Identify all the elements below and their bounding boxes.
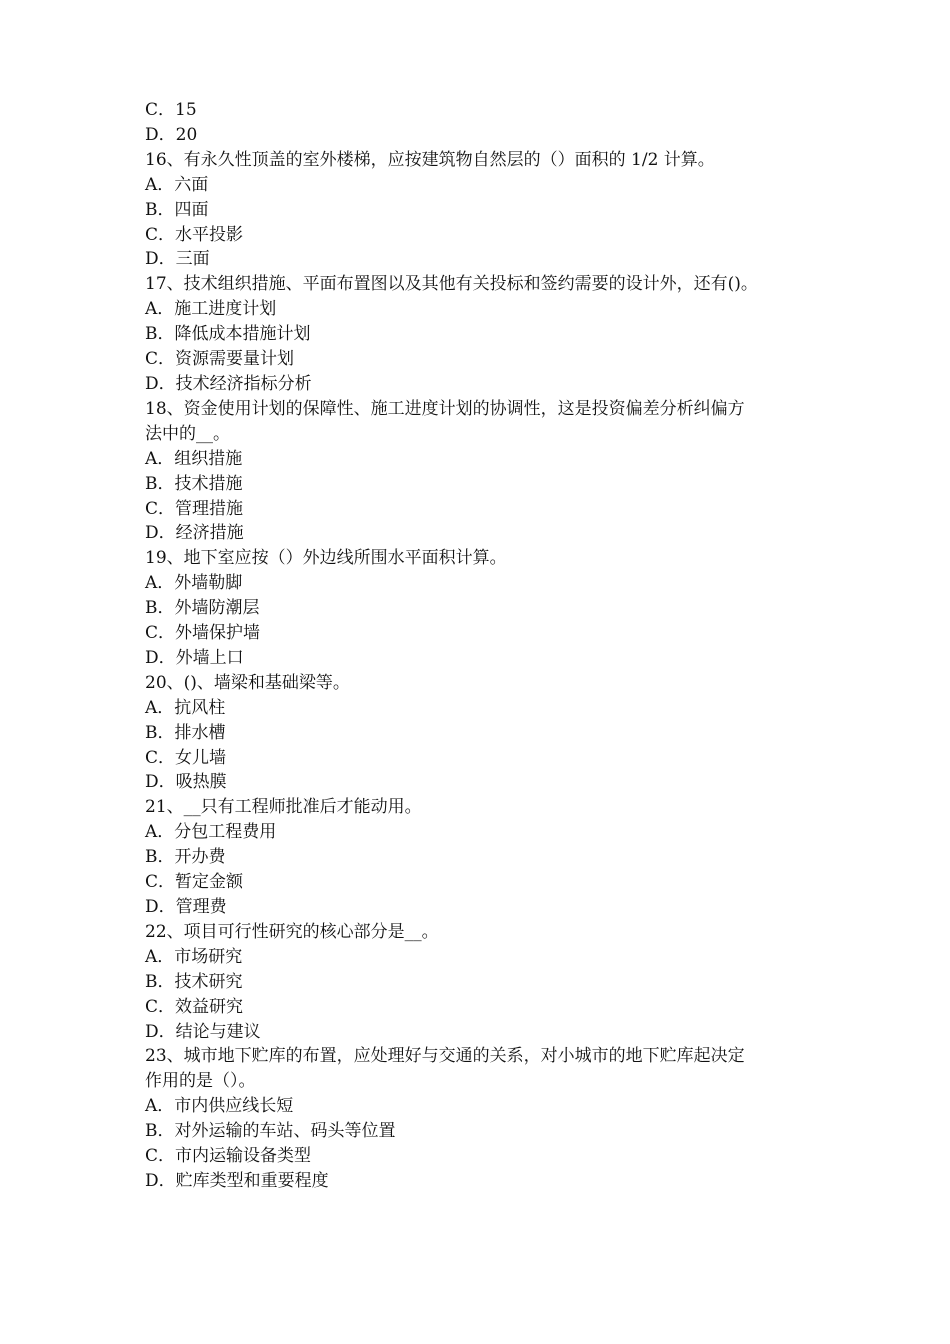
question-22: 22、项目可行性研究的核心部分是__。 bbox=[145, 921, 439, 942]
text-line: C．外墙保护墙 bbox=[145, 623, 261, 644]
text-line: C．暂定金额 bbox=[145, 872, 244, 893]
text-line: D．管理费 bbox=[145, 897, 227, 917]
text-line: A．市场研究 bbox=[145, 946, 243, 967]
question-18: 18、资金使用计划的保障性、施工进度计划的协调性，这是投资偏差分析纠偏方 bbox=[145, 398, 745, 419]
text-line: B．排水槽 bbox=[145, 722, 226, 743]
text-line: A．外墙勒脚 bbox=[145, 573, 243, 594]
text-line: B．外墙防潮层 bbox=[145, 598, 260, 619]
text-line: B．降低成本措施计划 bbox=[145, 324, 311, 345]
text-line: B．对外运输的车站、码头等位置 bbox=[145, 1121, 396, 1142]
text-line: A．市内供应线长短 bbox=[145, 1096, 294, 1117]
text-line: B．技术研究 bbox=[145, 971, 243, 992]
text-line: C．女儿墙 bbox=[145, 747, 227, 768]
question-23: 23、城市地下贮库的布置，应处理好与交通的关系，对小城市的地下贮库起决定 bbox=[145, 1046, 745, 1067]
text-line: A．施工进度计划 bbox=[145, 299, 277, 320]
text-line: A．组织措施 bbox=[145, 448, 243, 469]
text-line: D．经济措施 bbox=[145, 523, 244, 544]
text-line: A．六面 bbox=[145, 174, 209, 195]
document-page bbox=[145, 98, 815, 1194]
text-line: D．20 bbox=[145, 124, 198, 145]
text-line: D．贮库类型和重要程度 bbox=[145, 1170, 329, 1191]
text-line: C．水平投影 bbox=[145, 224, 244, 245]
text-line: D．吸热膜 bbox=[145, 772, 227, 793]
text-line: A．抗风柱 bbox=[145, 697, 226, 718]
text-line: C．15 bbox=[145, 100, 197, 120]
text-line: C．资源需要量计划 bbox=[145, 349, 295, 370]
text-line: D．三面 bbox=[145, 249, 210, 270]
text-line: 法中的__。 bbox=[145, 423, 230, 444]
text-line: B．技术措施 bbox=[145, 473, 243, 494]
text-line: B．四面 bbox=[145, 199, 209, 220]
text-line: D．技术经济指标分析 bbox=[145, 373, 312, 394]
text-line: 作用的是（）。 bbox=[145, 1071, 256, 1092]
text-line: B．开办费 bbox=[145, 847, 226, 868]
text-line: C．管理措施 bbox=[145, 498, 244, 519]
question-19: 19、地下室应按（）外边线所围水平面积计算。 bbox=[145, 548, 507, 569]
question-16: 16、有永久性顶盖的室外楼梯，应按建筑物自然层的（）面积的 1/2 计算。 bbox=[145, 149, 715, 170]
text-line: A．分包工程费用 bbox=[145, 822, 277, 843]
text-line: D．结论与建议 bbox=[145, 1021, 261, 1042]
text-line: C．市内运输设备类型 bbox=[145, 1146, 312, 1167]
question-17: 17、技术组织措施、平面布置图以及其他有关投标和签约需要的设计外，还有()。 bbox=[145, 274, 758, 295]
question-21: 21、__只有工程师批准后才能动用。 bbox=[145, 797, 422, 818]
text-line: D．外墙上口 bbox=[145, 647, 244, 668]
question-20: 20、()、墙梁和基础梁等。 bbox=[145, 672, 350, 693]
text-line: C．效益研究 bbox=[145, 996, 244, 1017]
